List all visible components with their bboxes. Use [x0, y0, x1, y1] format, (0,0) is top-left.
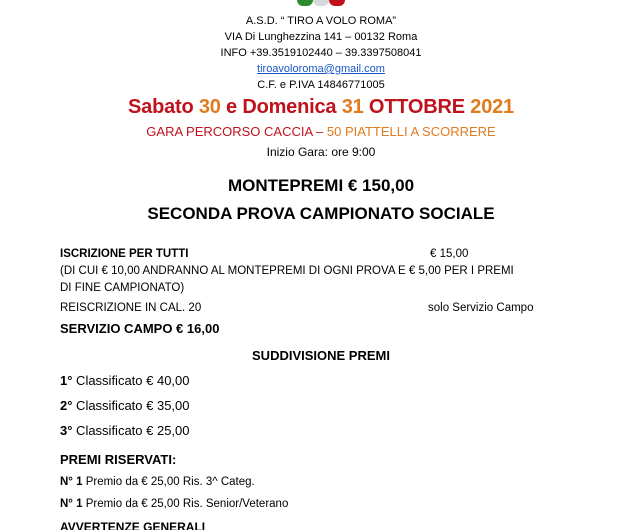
- org-name: A.S.D. “ TIRO A VOLO ROMA”: [245, 15, 397, 27]
- riservato-row: [60, 498, 288, 510]
- riservato-row: [60, 476, 255, 488]
- riservato-num: N° 1: [60, 498, 83, 510]
- org-address: VIA Di Lunghezzina 141 – 00132 Roma: [224, 31, 418, 43]
- reiscrizione-note: solo Servizio Campo: [428, 302, 534, 314]
- premio-place: 2°: [60, 398, 73, 413]
- premio-place: 3°: [60, 423, 73, 438]
- riservato-text: Premio da € 25,00 Ris. Senior/Veterano: [82, 498, 289, 510]
- gara-detail: 50 PIATTELLI A SCORRERE: [323, 124, 496, 139]
- event-date: [0, 96, 642, 119]
- date-month: OTTOBRE: [363, 96, 471, 118]
- riservati-title: PREMI RISERVATI:: [60, 452, 177, 467]
- org-tax-id: C.F. e P.IVA 14846771005: [257, 79, 385, 91]
- iscrizione-note-1: (DI CUI € 10,00 ANDRANNO AL MONTEPREMI DI OGNI PROVA E € 5,00 PER I PREMI: [60, 265, 514, 277]
- iscrizione-label: ISCRIZIONE PER TUTTI: [60, 248, 189, 260]
- org-email-row: [0, 61, 642, 77]
- premio-row: [60, 423, 190, 438]
- riservato-text: Premio da € 25,00 Ris. 3^ Categ.: [82, 476, 255, 488]
- premio-text: Classificato € 25,00: [72, 423, 190, 438]
- date-num2: 31: [341, 96, 364, 118]
- campionato-title: SECONDA PROVA CAMPIONATO SOCIALE: [147, 204, 495, 223]
- gara-line: [0, 124, 642, 139]
- riservato-num: N° 1: [60, 476, 83, 488]
- start-time: Inizio Gara: ore 9:00: [266, 145, 376, 159]
- org-phones: INFO +39.3519102440 – 39.3397508041: [220, 47, 422, 59]
- date-day1: Sabato: [128, 96, 199, 118]
- iscrizione-note-2: DI FINE CAMPIONATO): [60, 282, 185, 294]
- date-day2: e Domenica: [220, 96, 342, 118]
- premio-text: Classificato € 35,00: [72, 398, 190, 413]
- club-logo-fragment: [291, 0, 351, 8]
- iscrizione-price: € 15,00: [430, 248, 469, 260]
- email-link[interactable]: tiroavoloroma@gmail.com: [257, 63, 385, 75]
- premio-row: [60, 398, 190, 413]
- gara-label: GARA PERCORSO CACCIA –: [146, 124, 324, 139]
- premio-row: [60, 373, 190, 388]
- date-num1: 30: [198, 96, 221, 118]
- premio-text: Classificato € 40,00: [72, 373, 190, 388]
- montepremi-title: MONTEPREMI € 150,00: [227, 176, 415, 195]
- avvertenze-heading-cut: AVVERTENZE GENERALI: [60, 520, 206, 530]
- servizio-campo: SERVIZIO CAMPO € 16,00: [60, 321, 220, 336]
- premio-place: 1°: [60, 373, 73, 388]
- suddivisione-title: SUDDIVISIONE PREMI: [252, 348, 390, 363]
- date-year: 2021: [470, 96, 514, 118]
- reiscrizione-label: REISCRIZIONE IN CAL. 20: [60, 302, 202, 314]
